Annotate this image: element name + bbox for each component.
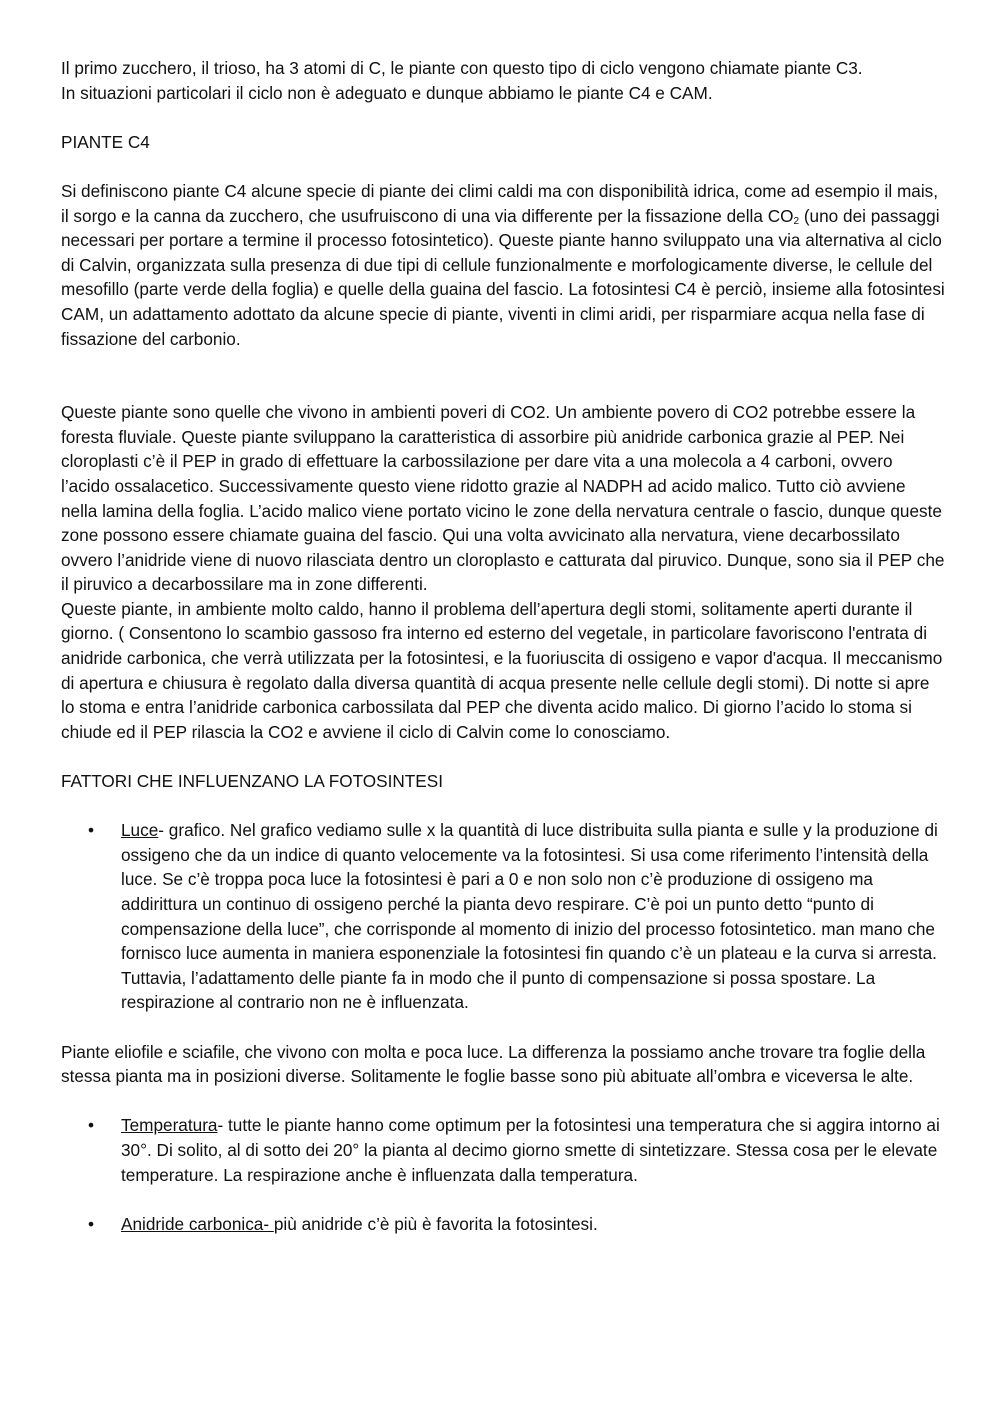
paragraph-eliofile: Piante eliofile e sciafile, che vivono con molta e poca luce. La differenza la possiamo anche trovare tra foglie della stessa pianta ma in posizioni diverse. Solitamente le foglie basse sono più abituate all’ombra e viceversa le alte. <box>61 1041 926 1087</box>
list-temperatura <box>61 1113 946 1187</box>
paragraph-c4-stomi: Queste piante, in ambiente molto caldo, hanno il problema dell’apertura degli stomi, solitamente aperti durante il giorno. ( Consentono lo scambio gassoso fra interno ed esterno del vegetale, in particolare favoriscono l'entrata di anidride carbonica, che verrà utilizzata per la fotosintesi, e la fuoriuscita di ossigeno e vapor d'acqua. Il meccanismo di apertura e chiusura è regolato dalla diversa quantità di acqua presente nelle cellule degli stomi). Di notte si apre lo stoma e entra l’anidride carbonica carbossilata dal PEP che diventa acido malico. Di giorno l’acido lo stoma si chiude ed il PEP rilascia la CO2 e avviene il ciclo di Calvin come lo conosciamo. <box>61 598 943 742</box>
document-page <box>61 56 946 1236</box>
co2-formula: CO <box>767 205 794 226</box>
bullet-icon: • <box>88 1213 95 1234</box>
spacer <box>61 744 946 769</box>
subscript: 2 <box>793 215 800 227</box>
bullet-icon: • <box>88 1115 95 1136</box>
term-anidride: Anidride carbonica- <box>121 1213 274 1234</box>
list-anidride <box>61 1212 946 1237</box>
text-run: (uno dei passaggi necessari per portare a termine il processo fotosintetico). Queste piante hanno sviluppato una via alternativa al ciclo di Calvin, organizzata sulla presenza di due tipi di cellule funzionalmente e morfologicamente diverse, le cellule del mesofillo (parte verde della foglia) e quelle della guaina del fascio. La fotosintesi C4 è perciò, insieme alla fotosintesi CAM, un adattamento adottato da alcune specie di piante, viventi in climi aridi, per risparmiare acqua nella fase di fissazione del carbonio. <box>61 205 945 349</box>
list-item-luce <box>61 818 946 1015</box>
spacer <box>61 351 946 400</box>
list-luce <box>61 818 946 1015</box>
list-item-temperatura <box>61 1113 946 1187</box>
section-heading-fattori: FATTORI CHE INFLUENZANO LA FOTOSINTESI <box>61 771 443 792</box>
spacer <box>61 105 946 130</box>
spacer <box>61 154 946 179</box>
term-temperatura: Temperatura <box>121 1115 218 1136</box>
text-luce: - grafico. Nel grafico vediamo sulle x la quantità di luce distribuita sulla pianta e sulle y la produzione di ossigeno che da un indice di quanto velocemente va la fotosintesi. Si usa come riferimento l’intensità della luce. Se c’è troppa poca luce la fotosintesi è pari a 0 e non solo non c’è produzione di ossigeno ma addirittura un continuo di ossigeno perché la pianta devo respirare. C’è poi un punto detto “punto di compensazione della luce”, che corrisponde al momento di inizio del processo fotosintetico. man mano che fornisco luce aumenta in maniera esponenziale la fotosintesi fin quando c’è un plateau e la curva si arresta. Tuttavia, l’adattamento delle piante fa in modo che il punto di compensazione si possa spostare. La respirazione al contrario non ne è influenzata. <box>121 820 938 1013</box>
paragraph-c4-definition <box>61 179 946 351</box>
bullet-icon: • <box>88 820 95 841</box>
section-heading-c4: PIANTE C4 <box>61 131 150 152</box>
text-anidride: più anidride c’è più è favorita la fotosintesi. <box>273 1213 598 1234</box>
paragraph-c4-pep: Queste piante sono quelle che vivono in ambienti poveri di CO2. Un ambiente povero di CO2 potrebbe essere la foresta fluviale. Queste piante sviluppano la caratteristica di assorbire più anidride carbonica grazie al PEP. Nei cloroplasti c’è il PEP in grado di effettuare la carbossilazione per dare vita a una molecola a 4 carboni, ovvero l’acido ossalacetico. Successivamente questo viene ridotto grazie al NADPH ad acido malico. Tutto ciò avviene nella lamina della foglia. L’acido malico viene portato vicino le zone della nervatura centrale o fascio, dunque queste zone possono essere chiamate guaina del fascio. Qui una volta avvicinato alla nervatura, viene decarbossilato ovvero l’anidride viene di nuovo rilasciata dentro un cloroplasto e catturata dal piruvico. Dunque, sono sia il PEP che il piruvico a decarbossilare ma in zone differenti. <box>61 402 945 595</box>
spacer <box>61 1187 946 1212</box>
text-temperatura: - tutte le piante hanno come optimum per la fotosintesi una temperatura che si aggira intorno ai 30°. Di solito, al di sotto dei 20° la pianta al decimo giorno smette di sintetizzare. Stessa cosa per le elevate temperature. La respirazione anche è influenzata dalla temperatura. <box>121 1115 940 1185</box>
intro-line-1: Il primo zucchero, il trioso, ha 3 atomi di C, le piante con questo tipo di ciclo vengono chiamate piante C3. <box>61 58 863 78</box>
spacer <box>61 1015 946 1040</box>
term-luce: Luce <box>121 820 159 841</box>
list-item-anidride <box>61 1212 946 1237</box>
spacer <box>61 1089 946 1114</box>
intro-line-2: In situazioni particolari il ciclo non è adeguato e dunque abbiamo le piante C4 e CAM. <box>61 82 713 103</box>
text-run: Si definiscono piante C4 alcune specie di piante dei climi caldi ma con disponibilità idrica, come ad esempio il mais, il sorgo e la canna da zucchero, che usufruiscono di una via differente per la fissazione della <box>61 180 939 226</box>
spacer <box>61 794 946 819</box>
